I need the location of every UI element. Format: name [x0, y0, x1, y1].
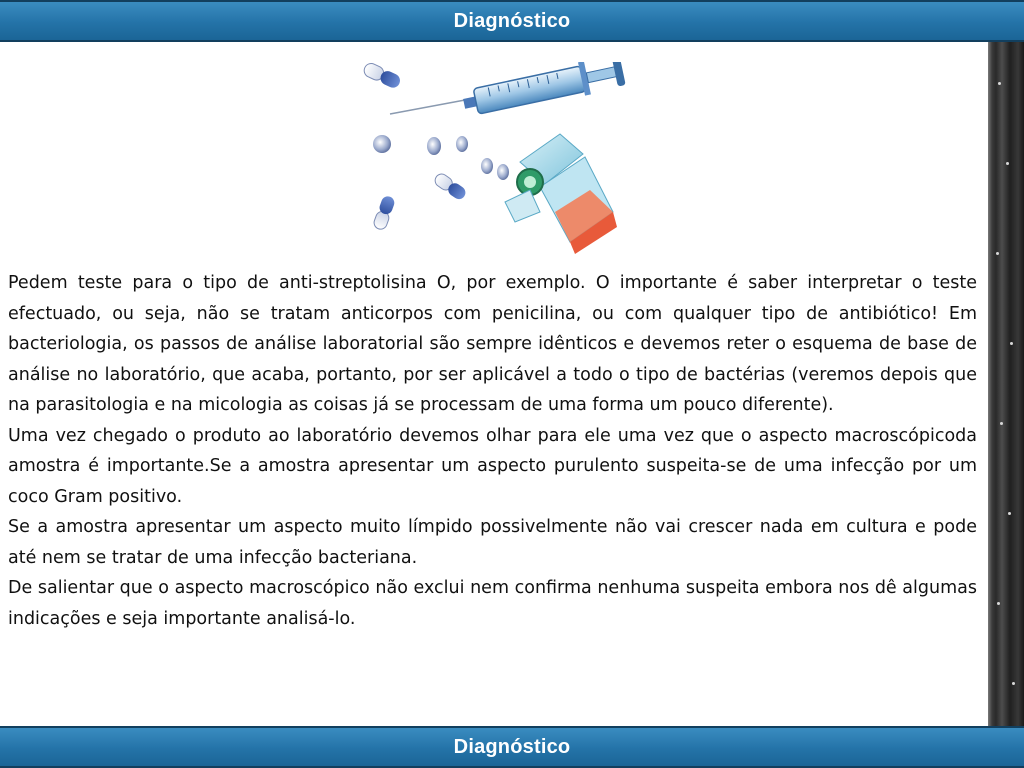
- needle: [390, 100, 465, 114]
- decorative-side-strip: [988, 42, 1024, 726]
- footer-title: Diagnóstico: [453, 736, 571, 758]
- paragraph: Se a amostra apresentar um aspecto muito límpido possivelmente não vai crescer nada em cultura e pode até nem se tratar de uma infecção bacteriana.: [8, 517, 977, 568]
- header-title-bar: [0, 0, 1024, 42]
- capsule-icon: [433, 172, 468, 202]
- pill-box-icon: [505, 134, 617, 254]
- tablet-icon: [373, 135, 391, 153]
- tablet-icon: [427, 137, 441, 155]
- capsule-icon: [362, 62, 402, 90]
- paragraph: De salientar que o aspecto macroscópico não exclui nem confirma nenhuma suspeita embora nos dê algumas indicações e seja importante analisá-lo.: [8, 578, 977, 629]
- body-text: [8, 268, 977, 634]
- page-title: Diagnóstico: [453, 10, 571, 32]
- syringe-icon: [461, 62, 627, 121]
- tablet-icon: [481, 158, 493, 174]
- tablet-icon: [497, 164, 509, 180]
- tablet-icon: [456, 136, 468, 152]
- paragraph: Pedem teste para o tipo de anti-streptolisina O, por exemplo. O importante é saber interpretar o teste efectuado, ou seja, não se tratam anticorpos com penicilina, ou com qualquer tipo de antibiótico! Em bacteriologia, os passos de análise laboratorial são sempre idênticos e devemos reter o esquema de base de análise no laboratório, que acaba, portanto, por ser aplicável a todo o tipo de bactérias (veremos depois que na parasitologia e na micologia as coisas já se processam de uma forma um pouco diferente).: [8, 273, 977, 415]
- syringe-pills-illustration: [355, 62, 635, 254]
- paragraph: Uma vez chegado o produto ao laboratório devemos olhar para ele uma vez que o aspecto macroscópicoda amostra é importante.Se a amostra apresentar um aspecto purulento suspeita-se de uma infecção por um coco Gram positivo.: [8, 425, 977, 507]
- footer-title-bar: [0, 726, 1024, 768]
- capsule-icon: [372, 195, 396, 231]
